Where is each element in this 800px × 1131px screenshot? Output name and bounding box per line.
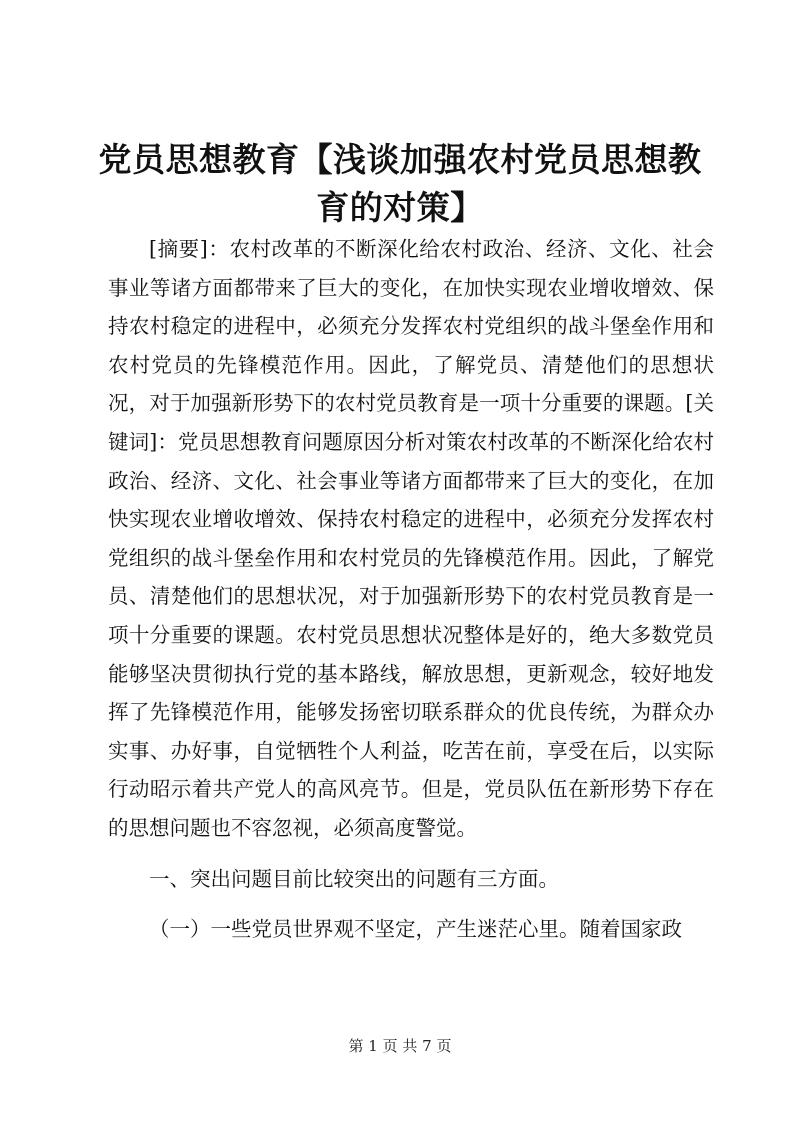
document-title: 党员思想教育【浅谈加强农村党员思想教育的对策】 (98, 140, 702, 227)
abstract-paragraph: [摘要]：农村改革的不断深化给农村政治、经济、文化、社会事业等诸方面都带来了巨大的变化，在加快实现农业增收增效、保持农村稳定的进程中，必须充分发挥农村党组织的战斗堡垒作用和农村党员的先锋模范作用。因此，了解党员、清楚他们的思想状况，对于加强新形势下的农村党员教育是一项十分重要的课题。[关键词]：党员思想教育问题原因分析对策农村改革的不断深化给农村政治、经济、文化、社会事业等诸方面都带来了巨大的变化，在加快实现农业增收增效、保持农村稳定的进程中，必须充分发挥农村党组织的战斗堡垒作用和农村党员的先锋模范作用。因此，了解党员、清楚他们的思想状况，对于加强新形势下的农村党员教育是一项十分重要的课题。农村党员思想状况整体是好的，绝大多数党员能够坚决贯彻执行党的基本路线，解放思想，更新观念，较好地发挥了先锋模范作用，能够发扬密切联系群众的优良传统，为群众办实事、办好事，自觉牺牲个人利益，吃苦在前，享受在后，以实际行动昭示着共产党人的高风亮节。但是，党员队伍在新形势下存在的思想问题也不容忽视，必须高度警觉。 (108, 237, 714, 840)
page-footer: 第 1 页 共 7 页 (348, 1037, 452, 1055)
section-heading-paragraph: 一、突出问题目前比较突出的问题有三方面。 (149, 866, 559, 891)
subsection-paragraph: （一）一些党员世界观不坚定，产生迷茫心里。随着国家政 (149, 917, 682, 942)
document-body (108, 230, 714, 949)
